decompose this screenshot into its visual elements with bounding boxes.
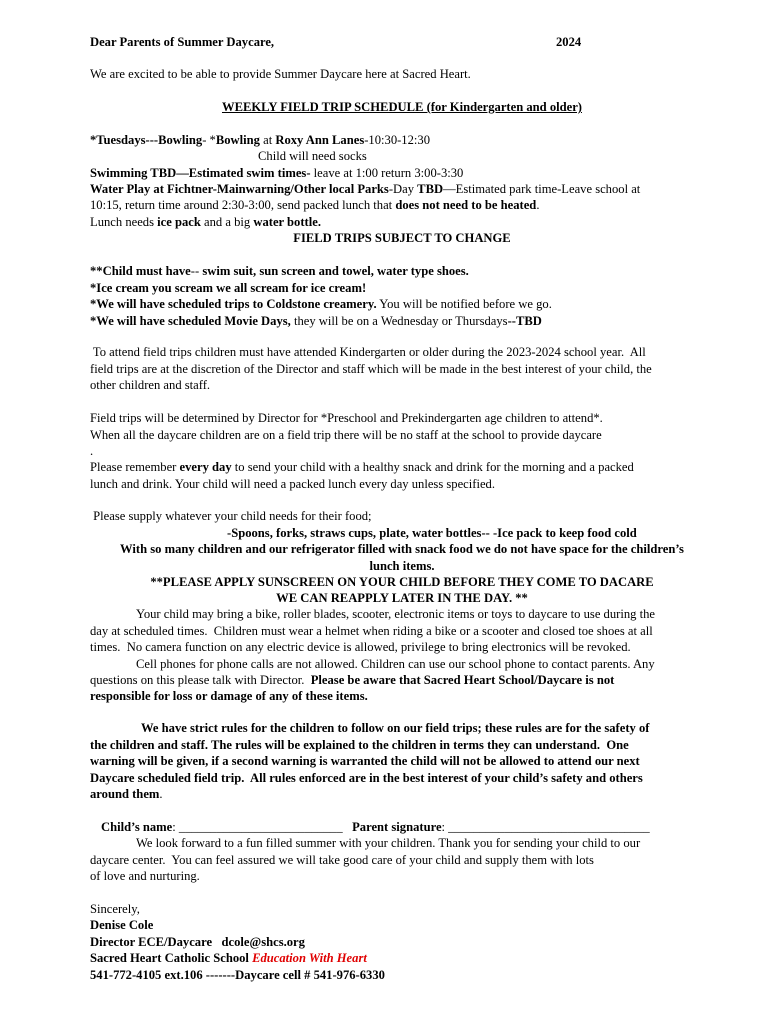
school-name: Sacred Heart Catholic School bbox=[90, 951, 253, 965]
parent-signature-label: Parent signature bbox=[352, 820, 442, 834]
water-play-line: Water Play at Fichtner-Mainwarning/Other local Parks-Day TBD—Estimated park time-Leave school at bbox=[90, 182, 641, 196]
tuesday-label: *Tuesdays---Bowling bbox=[90, 133, 203, 147]
closing-line-3: of love and nurturing. bbox=[90, 869, 200, 883]
closing-line-2: daycare center. You can feel assured we will take good care of your child and supply them with lots bbox=[90, 853, 594, 867]
phones-line-3: responsible for loss or damage of any of these items. bbox=[90, 689, 368, 703]
letter-year: 2024 bbox=[556, 35, 582, 49]
bikes-line-2: day at scheduled times. Children must wear a helmet when riding a bike or a scooter and closed toe shoes at all bbox=[90, 624, 653, 638]
ice-cream-line: *Ice cream you scream we all scream for ice cream! bbox=[90, 281, 367, 295]
schedule-title: WEEKLY FIELD TRIP SCHEDULE (for Kindergarten and older) bbox=[221, 100, 582, 114]
must-have-line: **Child must have-- swim suit, sun screen and towel, water type shoes. bbox=[90, 264, 469, 278]
attend-line-1: To attend field trips children must have attended Kindergarten or older during the 2023-2024 school year. All bbox=[90, 345, 646, 359]
coldstone-line: *We will have scheduled trips to Coldstone creamery. You will be notified before we go. bbox=[90, 297, 552, 311]
sunscreen-line-1: **PLEASE APPLY SUNSCREEN ON YOUR CHILD BEFORE THEY COME TO DACARE bbox=[150, 575, 654, 589]
remember-line-1: Please remember every day to send your child with a healthy snack and drink for the morning and a packed bbox=[90, 460, 634, 474]
lunch-needs-line: Lunch needs ice pack and a big water bottle. bbox=[90, 215, 321, 229]
bikes-line-3: times. No camera function on any electric device is allowed, privilege to bring electronics will be revoked. bbox=[90, 640, 631, 654]
signer-title: Director ECE/Daycare dcole@shcs.org bbox=[90, 935, 305, 949]
remember-line-2: lunch and drink. Your child will need a packed lunch every day unless specified. bbox=[90, 477, 495, 491]
tuesday-line: *Tuesdays---Bowling- *Bowling at Roxy Ann Lanes-10:30-12:30 bbox=[90, 133, 430, 147]
sincerely: Sincerely, bbox=[90, 902, 140, 916]
bowling-label: Bowling bbox=[215, 133, 260, 147]
attend-line-2: field trips are at the discretion of the Director and staff which will be made in the best interest of your child, the bbox=[90, 362, 652, 376]
rules-line-5: around them. bbox=[90, 787, 163, 801]
salutation: Dear Parents of Summer Daycare, bbox=[90, 35, 275, 49]
rules-line-4: Daycare scheduled field trip. All rules enforced are in the best interest of your child’s safety and others bbox=[90, 771, 643, 785]
bowling-time: -10:30-12:30 bbox=[364, 133, 430, 147]
phones-line-2: questions on this please talk with Director. Please be aware that Sacred Heart School/Daycare is not bbox=[90, 673, 615, 687]
determined-line-2: When all the daycare children are on a field trip there will be no staff at the school to provide daycare bbox=[90, 428, 602, 442]
supply-items: -Spoons, forks, straws cups, plate, water bottles-- -Ice pack to keep food cold bbox=[227, 526, 637, 540]
rules-line-3: warning will be given, if a second warning is warranted the child will not be allowed to attend our next bbox=[90, 754, 640, 768]
school-line bbox=[90, 950, 367, 967]
movie-line: *We will have scheduled Movie Days, they will be on a Wednesday or Thursdays--TBD bbox=[90, 314, 542, 328]
closing-line-1: We look forward to a fun filled summer with your children. Thank you for sending your child to our bbox=[136, 836, 641, 850]
phones-line-1: Cell phones for phone calls are not allowed. Children can use our school phone to contact parents. Any bbox=[136, 657, 655, 671]
bikes-line-1: Your child may bring a bike, roller blades, scooter, electronic items or toys to daycare to use during the bbox=[136, 607, 655, 621]
subject-to-change: FIELD TRIPS SUBJECT TO CHANGE bbox=[293, 231, 511, 245]
bowling-venue: Roxy Ann Lanes bbox=[275, 133, 365, 147]
contact-phones: 541-772-4105 ext.106 -------Daycare cell # 541-976-6330 bbox=[90, 968, 385, 982]
sunscreen-line-2: WE CAN REAPPLY LATER IN THE DAY. ** bbox=[276, 591, 528, 605]
signature-line bbox=[101, 819, 650, 836]
rules-line-1: We have strict rules for the children to follow on our field trips; these rules are for the safety of bbox=[141, 721, 650, 735]
water-play-line-2: 10:15, return time around 2:30-3:00, send packed lunch that does not need to be heated. bbox=[90, 198, 540, 212]
determined-line-3: . bbox=[90, 444, 94, 458]
fridge-line-1: With so many children and our refrigerator filled with snack food we do not have space for the children’s bbox=[120, 542, 684, 556]
fridge-line-2: lunch items. bbox=[369, 559, 435, 573]
child-name-blank: : __________________________ bbox=[172, 820, 343, 834]
attend-line-3: other children and staff. bbox=[90, 378, 211, 392]
child-name-label: Child’s name bbox=[101, 820, 173, 834]
school-motto: Education With Heart bbox=[252, 951, 367, 965]
determined-line-1: Field trips will be determined by Director for *Preschool and Prekindergarten age children to attend*. bbox=[90, 411, 603, 425]
rules-line-2: the children and staff. The rules will be explained to the children in terms they can understand. One bbox=[90, 738, 629, 752]
parent-signature-blank: : ________________________________ bbox=[441, 820, 650, 834]
swim-line: Swimming TBD—Estimated swim times- leave at 1:00 return 3:00-3:30 bbox=[90, 166, 464, 180]
socks-note: Child will need socks bbox=[258, 149, 367, 163]
supply-line: Please supply whatever your child needs for their food; bbox=[90, 509, 372, 523]
intro-line: We are excited to be able to provide Summer Daycare here at Sacred Heart. bbox=[90, 67, 471, 81]
signer-name: Denise Cole bbox=[90, 918, 154, 932]
